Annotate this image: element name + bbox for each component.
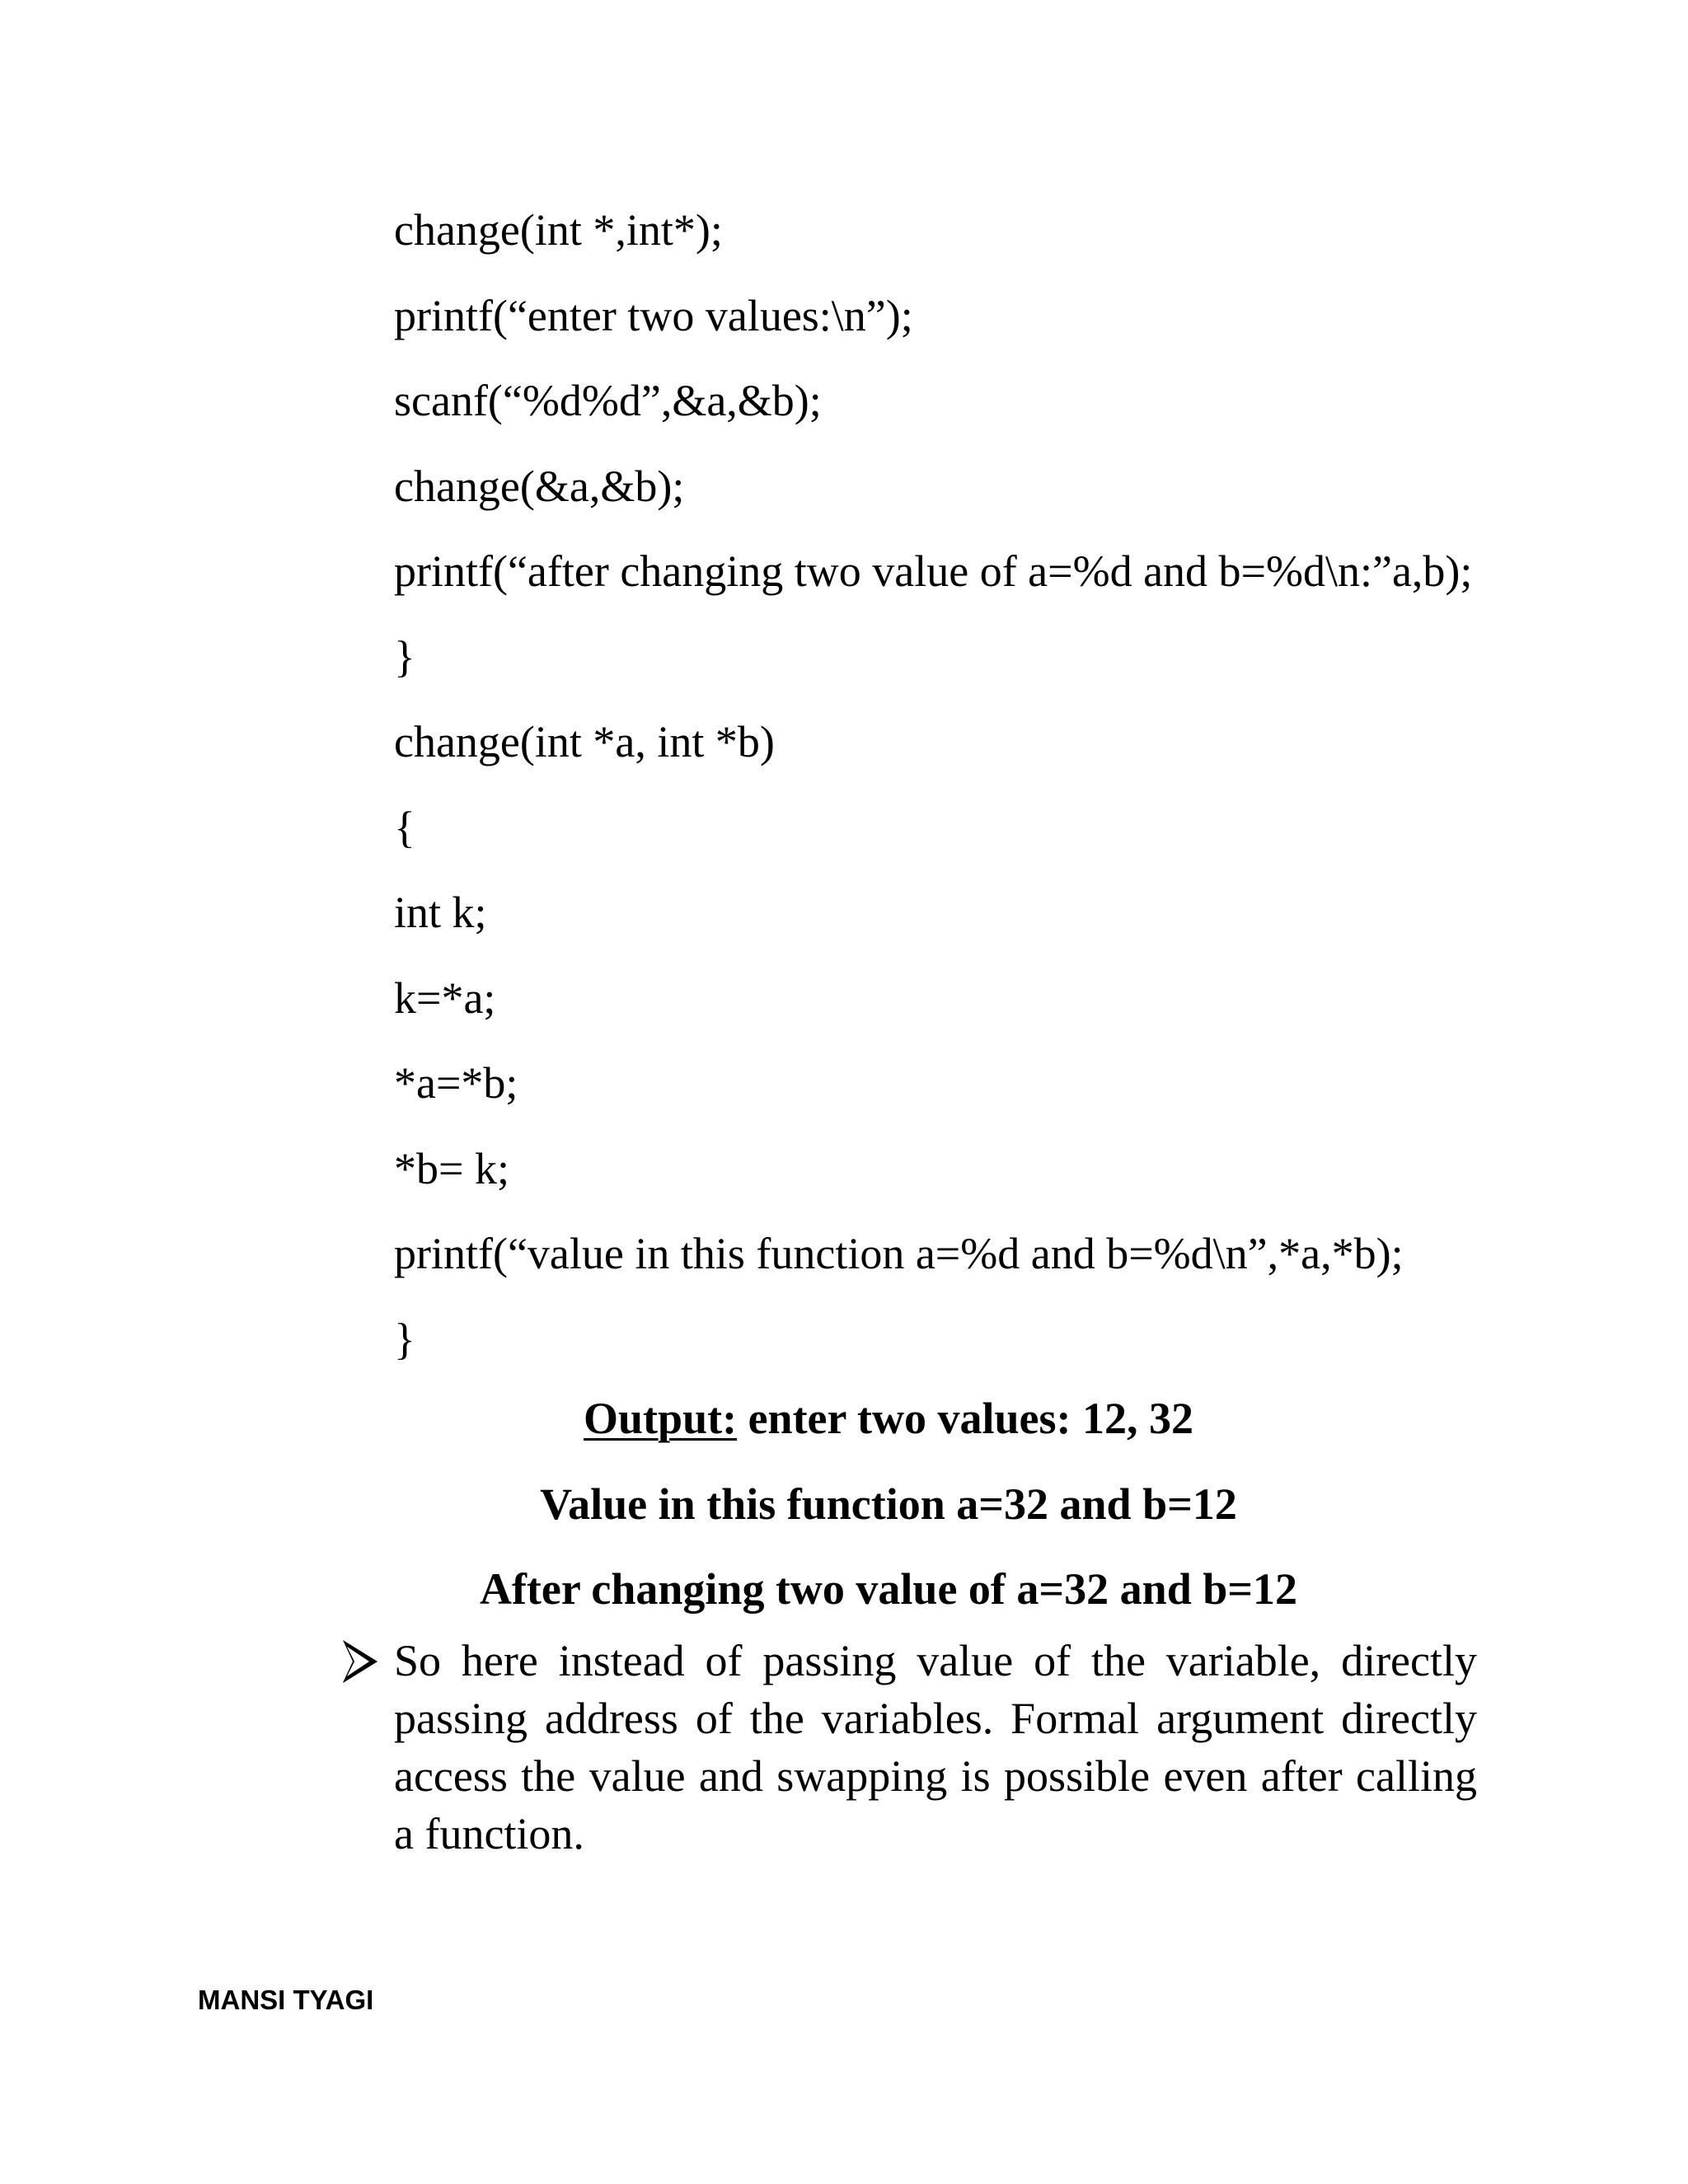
code-line: change(int *a, int *b) [394,717,775,766]
arrow-bullet-icon [340,1637,381,1686]
code-line: } [394,1314,415,1364]
output-values-text: enter two values: 12, 32 [737,1394,1193,1443]
code-line: } [394,631,415,682]
code-line: printf(“value in this function a=%d and b=%d\n”,*a,*b); [394,1229,1404,1278]
code-line: printf(“after changing two value of a=%d and b=%d\n:”a,b); [394,546,1473,596]
code-line: scanf(“%d%d”,&a,&b); [394,376,822,425]
output-line-3: After changing two value of a=32 and b=12 [479,1564,1298,1614]
code-line: { [394,802,415,852]
output-line-1 [394,1376,1383,1462]
code-line: *a=*b; [394,1058,518,1108]
output-line-2: Value in this function a=32 and b=12 [540,1479,1237,1529]
code-line: *b= k; [394,1143,509,1193]
bullet-text: So here instead of passing value of the variable, directly passing address of the variables. Formal argument directly access the value and swapping is possible even after calling a function. [394,1636,1477,1858]
code-line: change(&a,&b); [394,461,685,511]
code-line: printf(“enter two values:\n”); [394,290,913,340]
output-section [394,1376,1383,1633]
code-listing [394,188,1548,1382]
code-line: int k; [394,888,487,937]
footer-author: MANSI TYAGI [198,1985,374,2015]
code-line: k=*a; [394,972,496,1023]
code-line: change(int *,int*); [394,205,723,255]
output-label: Output: [584,1394,738,1443]
